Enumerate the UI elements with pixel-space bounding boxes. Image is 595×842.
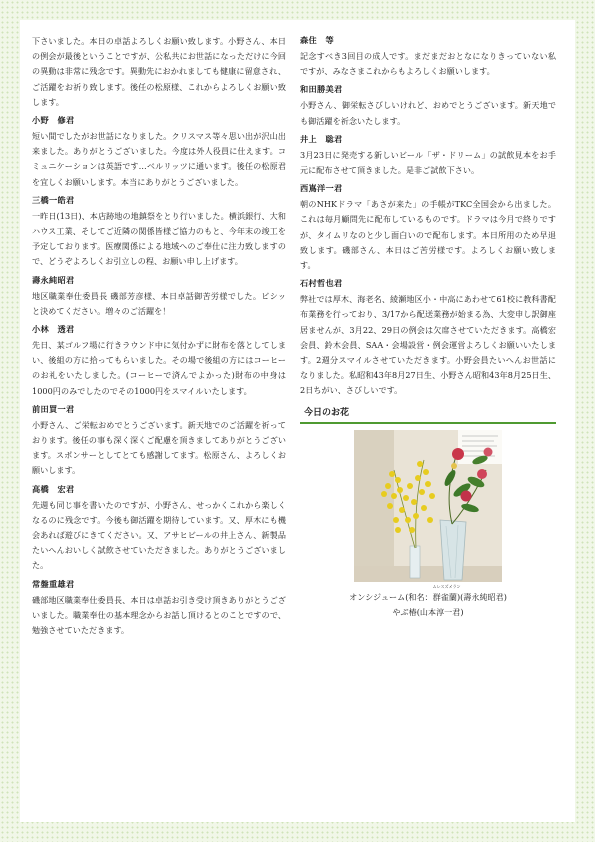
entry-text: 小野さん、ご栄転おめでとうございます。新天地でのご活躍を祈っております。後任の事も深く深くご配慮を頂きましてありがとうございます。スポンサーとしてとても感謝してます。松原さん、よろしくお願いします。: [32, 419, 286, 476]
caption-line-2: やぶ椿(山本淳一君): [392, 606, 464, 617]
entry-text: 先週も同じ事を書いたのですが、小野さん、せっかくこれから楽しくなるのに残念です。今後も御活躍を期待しています。又、厚木にも機会あれば遊びにきてください。又、アサヒビールの井上さん、新製品たいへんおいしく試飲させていただきました。ありがとうございました。: [32, 499, 286, 571]
photo-caption: [300, 583, 556, 620]
flower-arrangement-image: [354, 430, 502, 582]
entry-text: 磯部地区職業奉仕委員長、本日は卓話お引き受け頂きありがとうございました。職業奉仕の基本理念からお話し頂けるとのことですので、勉強させていただきます。: [32, 594, 286, 636]
member-name: 和田勝美君: [300, 84, 343, 95]
caption-line-1: [300, 583, 556, 605]
caption-ruby-reading: ムレスズメラン: [432, 583, 461, 589]
smile-entry: [32, 274, 286, 319]
entry-text: 3月23日に発売する新しいビール「ザ・ドリーム」の試飲見本をお手元に配布させて頂きました。是非ご試飲下さい。: [300, 149, 556, 176]
flower-photo: [354, 430, 502, 582]
member-name: 西嶌洋一君: [300, 183, 343, 194]
smile-entry: [32, 403, 286, 479]
member-name: 森住 等: [300, 35, 334, 45]
caption-ruby: [432, 583, 461, 605]
member-name: 前田買一君: [32, 403, 75, 414]
entry-text: 小野さん、御栄転さびしいけれど、おめでとうございます。新天地でも御活躍を祈念いたします。: [300, 100, 556, 126]
member-name: 小野 修君: [32, 115, 75, 126]
smile-entry: [300, 34, 556, 79]
caption-prefix: オンシジューム(和名：: [349, 591, 433, 602]
left-column: [32, 34, 286, 638]
entry-text: 先日、某ゴルフ場に行きラウンド中に気付かずに財布を落としてしまい、後組の方に拾ってもらいました。その場で後組の方にはコーヒーのお礼をいたしました。(コーヒーで済んでよかった)財布の中身は1000円のみでしたのでその1000円をスマイルいたします。: [32, 340, 286, 396]
smile-entry: [300, 83, 556, 128]
caption-suffix: )(壽永純昭君): [456, 591, 507, 602]
smile-entry: [32, 578, 286, 639]
smile-entry: [32, 483, 286, 574]
smile-entry: [300, 277, 556, 398]
member-name: 石村哲也君: [300, 278, 343, 289]
smile-entry: [32, 194, 286, 270]
smile-entry: [300, 133, 556, 178]
smile-entry: [32, 114, 286, 190]
member-name: 三橋一皓君: [32, 194, 75, 205]
entry-text: 短い間でしたがお世話になりました。クリスマス等々思い出が沢山出来ました。ありがとうございました。今度は外人役員に仕えます。コミュニケーションは英語です…ベルリッツに通います。後任の松原君を宜しくお願いします。本当にありがとうございました。: [32, 131, 286, 187]
entry-text: 一昨日(13日)、本店跡地の地鎮祭をとり行いました。横浜銀行、大和ハウス工業、そしてご近隣の関係皆様ご協力のもと、今年末の竣工を予定しております。医療関係による地域へのご奉仕に注力致しますので、どうぞよろしくお引立しの程、お願い申し上げます。: [32, 210, 286, 267]
entry-text: 弊社では厚木、海老名、綾瀬地区小・中高にあわせて61校に教科書配布業務を行っており、3/17から配送業務が始まる為、大変申し訳御座居ませんが、3月22、29日の例会は欠席させていただきます。高橋宏会員、鈴木会員、SAA・会場設営・例会運営よろしくお願いいたします。2週分スマイルさせていただきます。小野会員たいへんお世話になりました。私昭和43年8月27日生、小野さん昭和43年8月25日生、2日ちがい、さびしいです。: [300, 294, 556, 396]
member-name: 井上 聡君: [300, 133, 343, 144]
page-sheet: [20, 20, 575, 822]
member-name: 高橋 宏君: [32, 483, 75, 494]
right-column: [300, 34, 556, 620]
smile-entry: [300, 182, 556, 273]
member-name: 常盤重雄君: [32, 578, 75, 589]
member-name: 壽永純昭君: [32, 274, 75, 285]
member-name: 小林 透君: [32, 324, 75, 335]
caption-ruby-base: 群雀蘭: [432, 591, 457, 602]
intro-paragraph: 下さいました。本日の卓話よろしくお願い致します。小野さん、本日の例会が最後ということですが、公私共にお世話になっただけに今回の異動は非常に残念です。異動先におかれましても健康に留意され、ご活躍をお祈り致します。後任の松原様、これからよろしくお願い致します。: [32, 36, 286, 107]
entry-text: 記念すべき3回目の成人です。まだまだおとなになりきっていない私ですが、みなさまこれからもよろしくお願いします。: [300, 51, 556, 77]
section-heading-todays-flowers: 今日のお花: [300, 405, 556, 424]
entry-text: 朝のNHKドラマ「あさが来た」の手帳がTKC全国会から出ました。これは毎月顧問先に配布しているものです。ドラマは今月で終りですが、タイムリなのと少し面白いので配布します。本日所用のため早退致します。磯部さん、本日はご苦労様です。よろしくお願い致します。: [300, 199, 556, 271]
smile-entry: [32, 323, 286, 399]
entry-text: 地区職業奉仕委員長 磯部芳彦様、本日卓話御苦労様でした。ビシッと決めてください。増々のご活躍を！: [32, 290, 286, 316]
